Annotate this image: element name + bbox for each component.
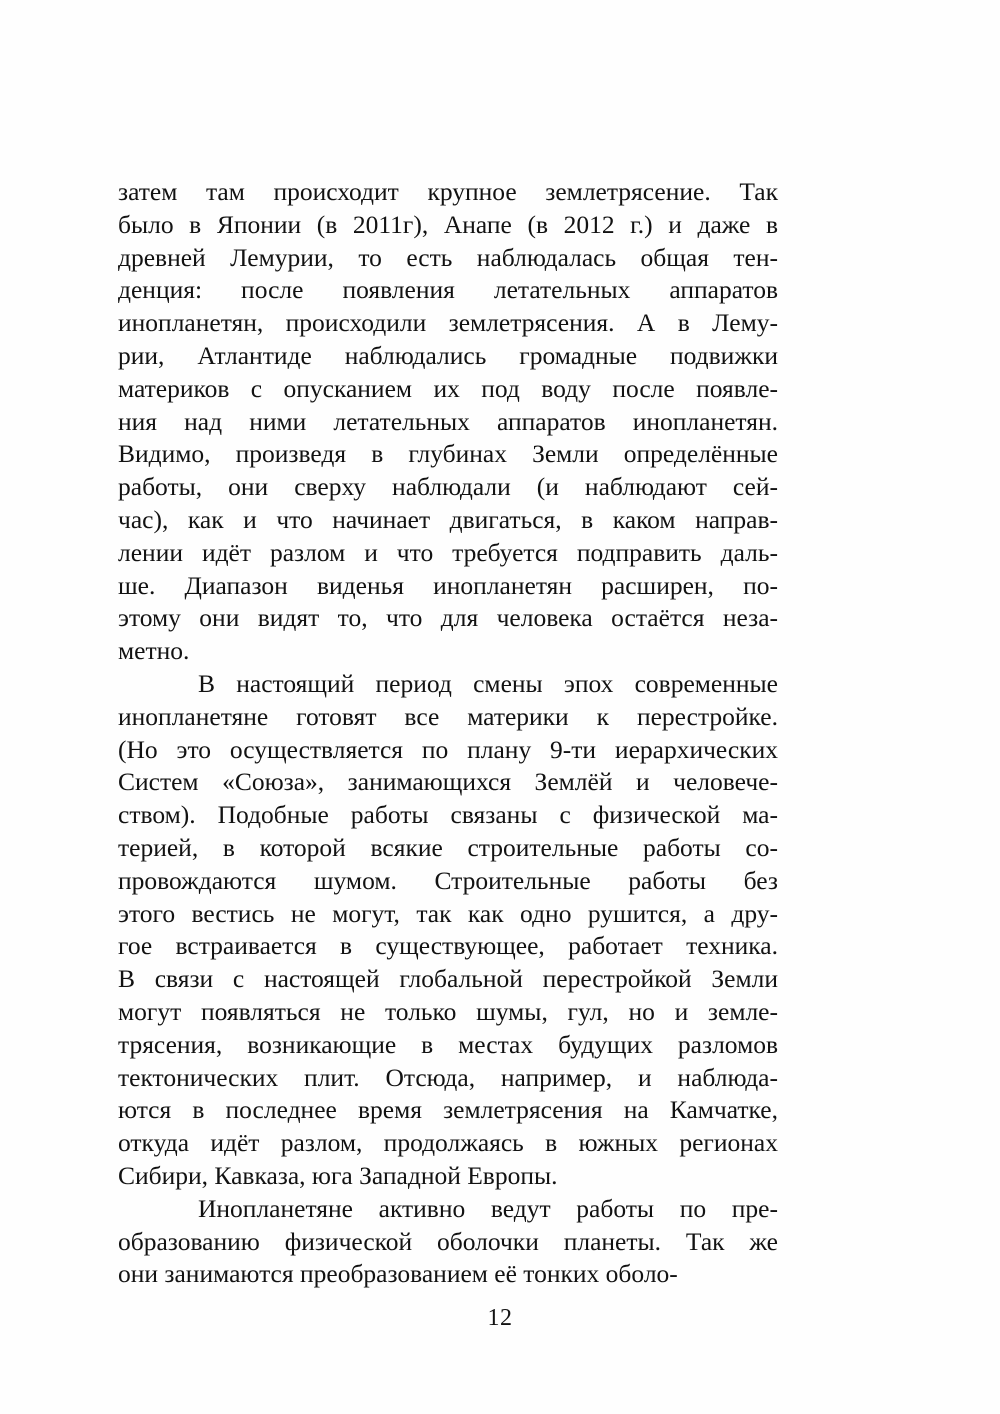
page-number-value: 12 [487, 1305, 513, 1331]
text-line: тектонических плит. Отсюда, например, и наблюда- [118, 1062, 778, 1092]
paragraph [118, 176, 778, 668]
text-line: материков с опусканием их под воду после появле- [118, 373, 778, 403]
text-line: Систем «Союза», занимающихся Землёй и человече- [118, 767, 778, 797]
text-line: могут появляться не только шумы, гул, но и земле- [118, 996, 778, 1026]
page-number [0, 1303, 1000, 1333]
text-line: ются в последнее время землетрясения на Камчатке, [118, 1095, 778, 1125]
text-line: откуда идёт разлом, продолжаясь в южных регионах [118, 1128, 778, 1158]
text-line: метно. [118, 636, 190, 666]
text-line: Сибири, Кавказа, юга Западной Европы. [118, 1160, 558, 1190]
text-line: гое встраивается в существующее, работает техника. [118, 931, 778, 961]
text-line: инопланетян, происходили землетрясения. А в Лему- [118, 308, 778, 338]
text-line: провождаются шумом. Строительные работы без [118, 865, 778, 895]
text-line: Видимо, произведя в глубинах Земли определённые [118, 439, 778, 469]
text-line: образованию физической оболочки планеты. Так же [118, 1226, 778, 1256]
text-line: ния над ними летательных аппаратов инопланетян. [118, 406, 778, 436]
page-body-text [118, 176, 778, 1291]
text-line: древней Лемурии, то есть наблюдалась общая тен- [118, 242, 778, 272]
text-line: денция: после появления летательных аппаратов [118, 275, 778, 305]
text-line: работы, они сверху наблюдали (и наблюдают сей- [118, 472, 778, 502]
text-line: В настоящий период смены эпох современные [198, 668, 778, 698]
text-line: инопланетяне готовят все материки к перестройке. [118, 701, 778, 731]
text-line: Инопланетяне активно ведут работы по пре- [198, 1193, 778, 1223]
text-line: ством). Подобные работы связаны с физической ма- [118, 800, 778, 830]
text-line: час), как и что начинает двигаться, в каком направ- [118, 504, 778, 534]
text-line: было в Японии (в 2011г), Анапе (в 2012 г.) и даже в [118, 209, 778, 239]
text-line: трясения, возникающие в местах будущих разломов [118, 1029, 778, 1059]
text-line: они занимаются преобразованием её тонких оболо- [118, 1259, 678, 1289]
text-line: ше. Диапазон виденья инопланетян расширен, по- [118, 570, 778, 600]
text-line: этого вестись не могут, так как одно рушится, а дру- [118, 898, 778, 928]
text-line: рии, Атлантиде наблюдались громадные подвижки [118, 340, 778, 370]
text-line: терией, в которой всякие строительные работы со- [118, 832, 778, 862]
text-line: этому они видят то, что для человека остаётся неза- [118, 603, 778, 633]
text-line: (Но это осуществляется по плану 9-ти иерархических [118, 734, 778, 764]
text-line: лении идёт разлом и что требуется подправить даль- [118, 537, 778, 567]
paragraph [118, 668, 778, 1193]
text-line: затем там происходит крупное землетрясение. Так [118, 177, 778, 206]
text-line: В связи с настоящей глобальной перестройкой Земли [118, 964, 778, 994]
paragraph [118, 1193, 778, 1291]
